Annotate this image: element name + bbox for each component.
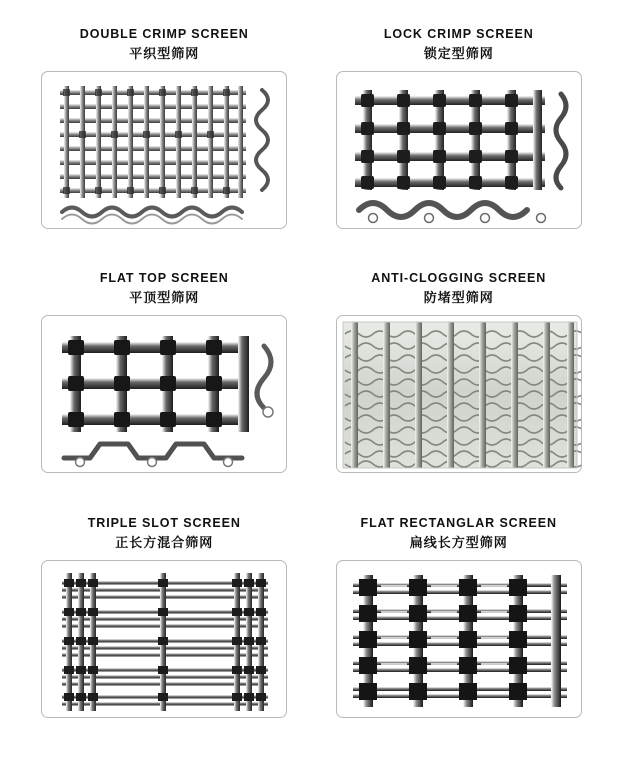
title-en: FLAT TOP SCREEN — [99, 271, 229, 286]
diagram-panel-triple-slot — [41, 560, 287, 718]
title-cn: 锁定型筛网 — [423, 46, 494, 61]
diagram-panel-flat-top — [41, 315, 287, 473]
card-flat-top-screen — [26, 270, 303, 508]
title-en: ANTI-CLOGGING SCREEN — [371, 271, 547, 286]
title-cn: 扁线长方型筛网 — [409, 534, 508, 550]
diagram-panel-anti-clogging — [336, 315, 582, 473]
card-flat-rectangular-screen — [321, 515, 598, 753]
diagram-panel-lock-crimp — [336, 71, 582, 229]
screen-types-grid — [26, 26, 597, 753]
anti-clogging-mesh-photo — [337, 316, 581, 472]
flat-top-mesh-diagram — [42, 316, 286, 472]
card-title-block — [371, 270, 546, 307]
title-cn: 正长方混合筛网 — [115, 534, 214, 550]
title-cn: 防堵型筛网 — [423, 290, 494, 306]
triple-slot-mesh-diagram — [42, 561, 286, 717]
diagram-panel-double-crimp — [41, 71, 287, 229]
diagram-panel-flat-rectangular — [336, 560, 582, 718]
card-title-block — [80, 26, 249, 63]
double-crimp-mesh-diagram — [42, 72, 286, 228]
lock-crimp-mesh-diagram — [337, 72, 581, 228]
card-triple-slot-screen — [26, 515, 303, 753]
title-cn: 平顶型筛网 — [129, 290, 200, 306]
title-cn: 平织型筛网 — [129, 46, 200, 61]
title-en: FLAT RECTANGLAR SCREEN — [360, 515, 557, 530]
title-en: LOCK CRIMP SCREEN — [383, 27, 534, 41]
card-title-block — [88, 515, 241, 552]
card-lock-crimp-screen — [321, 26, 598, 264]
card-double-crimp-screen — [26, 26, 303, 264]
card-title-block — [100, 270, 229, 307]
card-title-block — [361, 515, 557, 552]
card-anti-clogging-screen — [321, 270, 598, 508]
card-title-block — [384, 26, 534, 63]
title-en: DOUBLE CRIMP SCREEN — [79, 27, 249, 41]
flat-rectangular-mesh-diagram — [337, 561, 581, 717]
title-en: TRIPLE SLOT SCREEN — [87, 515, 241, 530]
